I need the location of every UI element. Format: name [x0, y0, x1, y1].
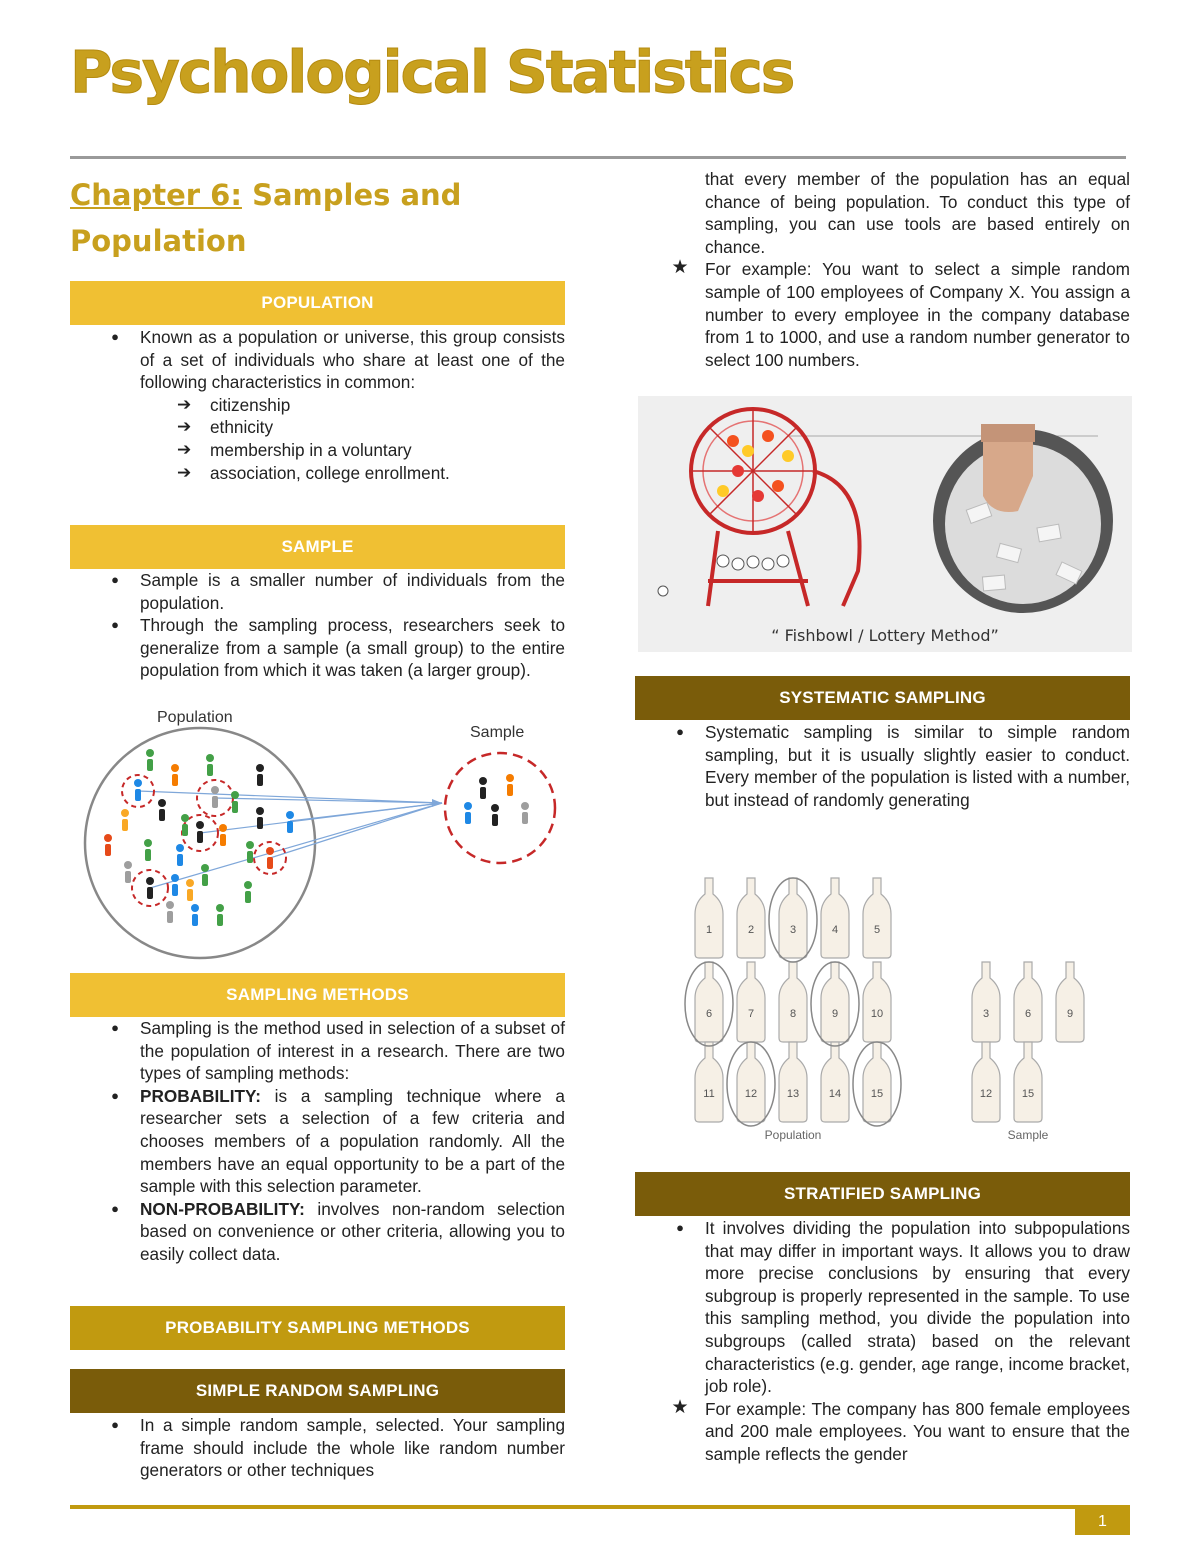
- svg-text:15: 15: [870, 1088, 884, 1100]
- svg-text:5: 5: [873, 924, 881, 936]
- svg-text:2: 2: [747, 924, 755, 936]
- svg-text:12: 12: [979, 1088, 993, 1100]
- bullet-dot-icon: ●: [676, 724, 684, 739]
- arrow-icon: [432, 799, 442, 807]
- svg-text:13: 13: [786, 1088, 800, 1100]
- list-item: ● In a simple random sample, selected. Your sampling frame should include the whole like random number generators or other techniques: [70, 1414, 565, 1482]
- population-section: [70, 326, 565, 484]
- bullet-dot-icon: ●: [111, 572, 119, 587]
- population-header: POPULATION: [70, 281, 565, 325]
- fishbowl-caption: “ Fishbowl / Lottery Method”: [771, 626, 999, 645]
- bottles-population-label: Population: [764, 1128, 822, 1142]
- sample-header: SAMPLE: [70, 525, 565, 569]
- sample-circle: [445, 753, 555, 863]
- arrow-right-icon: ➔: [177, 417, 192, 437]
- svg-text:6: 6: [705, 1008, 713, 1020]
- svg-text:9: 9: [831, 1008, 839, 1020]
- list-item: ● NON-PROBABILITY: involves non-random selection based on convenience or other criteria, allowing you to easily collect data.: [70, 1198, 565, 1266]
- list-item: ★ For example: You want to select a simple random sample of 100 employees of Company X. You assign a number to every employee in the company database from 1 to 1000, and use a random number generator to select 100 numbers.: [671, 257, 1130, 370]
- list-item: ● PROBABILITY: is a sampling technique where a researcher sets a selection of a few criteria and chooses members of a population randomly. All the members have an equal opportunity to be a part of the sample with this selection parameter.: [70, 1085, 565, 1198]
- figure-population-label: Population: [157, 709, 233, 726]
- arrow-right-icon: ➔: [177, 394, 192, 414]
- population-bottles: [695, 878, 891, 1122]
- list-item: ➔ membership in a voluntary: [177, 439, 412, 460]
- page-number: 1: [1075, 1508, 1130, 1535]
- bottles-sample-label: Sample: [1007, 1128, 1049, 1142]
- list-item: ● Systematic sampling is similar to simple random sampling, but it is usually slightly easier to conduct. Every member of the population is listed with a number, but instead of randomly generating: [635, 721, 1130, 811]
- probability-methods-header: PROBABILITY SAMPLING METHODS: [70, 1306, 565, 1350]
- systematic-header: SYSTEMATIC SAMPLING: [635, 676, 1130, 720]
- svg-text:1: 1: [705, 924, 713, 936]
- sample-section: [70, 569, 565, 682]
- people-icons: [104, 749, 529, 926]
- svg-text:14: 14: [828, 1088, 842, 1100]
- svg-text:7: 7: [747, 1008, 755, 1020]
- star-icon: ★: [671, 257, 689, 279]
- svg-text:6: 6: [1024, 1008, 1032, 1020]
- list-item: ● It involves dividing the population into subpopulations that may differ in important ways. It allows you to draw more precise conclusions by ensuring that every subgroup is properly represented in the sample. To use this sampling method, you divide the population into subgroups (called strata) based on the relevant characteristics (e.g. gender, age range, income bracket, job role).: [635, 1217, 1130, 1398]
- document-title: Psychological Statistics: [70, 38, 794, 106]
- arrow-right-icon: ➔: [177, 462, 192, 482]
- chapter-heading: [70, 172, 565, 264]
- list-item: ★ For example: The company has 800 female employees and 200 male employees. You want to ensure that the sample reflects the gender: [671, 1396, 1130, 1464]
- svg-text:3: 3: [789, 924, 797, 936]
- svg-text:11: 11: [703, 1088, 715, 1100]
- simple-random-section: [70, 1414, 565, 1482]
- population-sample-figure: [80, 703, 570, 963]
- bullet-dot-icon: ●: [111, 1417, 119, 1432]
- list-item: ● Through the sampling process, researchers seek to generalize from a sample (a small group) to the entire population from which it was taken (a larger group).: [70, 614, 565, 682]
- bullet-dot-icon: ●: [676, 1220, 684, 1235]
- svg-text:15: 15: [1021, 1088, 1035, 1100]
- list-item: ● Sampling is the method used in selection of a subset of the population of interest in a research. There are two types of sampling methods:: [70, 1017, 565, 1085]
- simple-random-header: SIMPLE RANDOM SAMPLING: [70, 1369, 565, 1413]
- systematic-section: [635, 721, 1130, 811]
- svg-text:3: 3: [982, 1008, 990, 1020]
- svg-text:4: 4: [831, 924, 839, 936]
- fishbowl-lottery-figure: [638, 396, 1132, 652]
- list-item: ➔ citizenship: [177, 394, 291, 415]
- chapter-title: Samples and Population: [70, 178, 462, 258]
- bullet-dot-icon: ●: [111, 1020, 119, 1035]
- sampling-methods-section: [70, 1017, 565, 1266]
- footer-divider: [70, 1505, 1130, 1509]
- stratified-header: STRATIFIED SAMPLING: [635, 1172, 1130, 1216]
- figure-sample-label: Sample: [470, 724, 525, 741]
- bullet-dot-icon: ●: [111, 1200, 119, 1216]
- bullet-dot-icon: ●: [111, 1087, 119, 1103]
- systematic-bottles-figure: [680, 870, 1100, 1150]
- chapter-number: Chapter 6:: [70, 178, 242, 212]
- stratified-section: [635, 1217, 1130, 1466]
- arrow-right-icon: ➔: [177, 439, 192, 459]
- svg-text:10: 10: [870, 1008, 884, 1020]
- list-item: ➔ association, college enrollment.: [177, 462, 450, 483]
- bullet-dot-icon: ●: [111, 617, 119, 633]
- list-item: ● Sample is a smaller number of individuals from the population.: [70, 569, 565, 614]
- simple-random-continued: that every member of the population has an equal chance of being population. To conduct this type of sampling, you can use tools are based entirely on chance. ★ For example: You want to select a simple random sample of 100 employees of Company X. You assign a number to every employee in the company database from 1 to 1000, and use a random number generator to select 100 numbers.: [635, 168, 1130, 371]
- title-divider: [70, 156, 1126, 159]
- svg-text:9: 9: [1066, 1008, 1074, 1020]
- sampling-methods-header: SAMPLING METHODS: [70, 973, 565, 1017]
- list-item: ● Known as a population or universe, this group consists of a set of individuals who share at least one of the following characteristics in common:: [70, 326, 565, 394]
- star-icon: ★: [671, 1396, 689, 1418]
- svg-text:12: 12: [744, 1088, 758, 1100]
- list-item: ➔ ethnicity: [177, 417, 274, 438]
- bullet-dot-icon: ●: [111, 329, 119, 344]
- svg-text:8: 8: [789, 1008, 797, 1020]
